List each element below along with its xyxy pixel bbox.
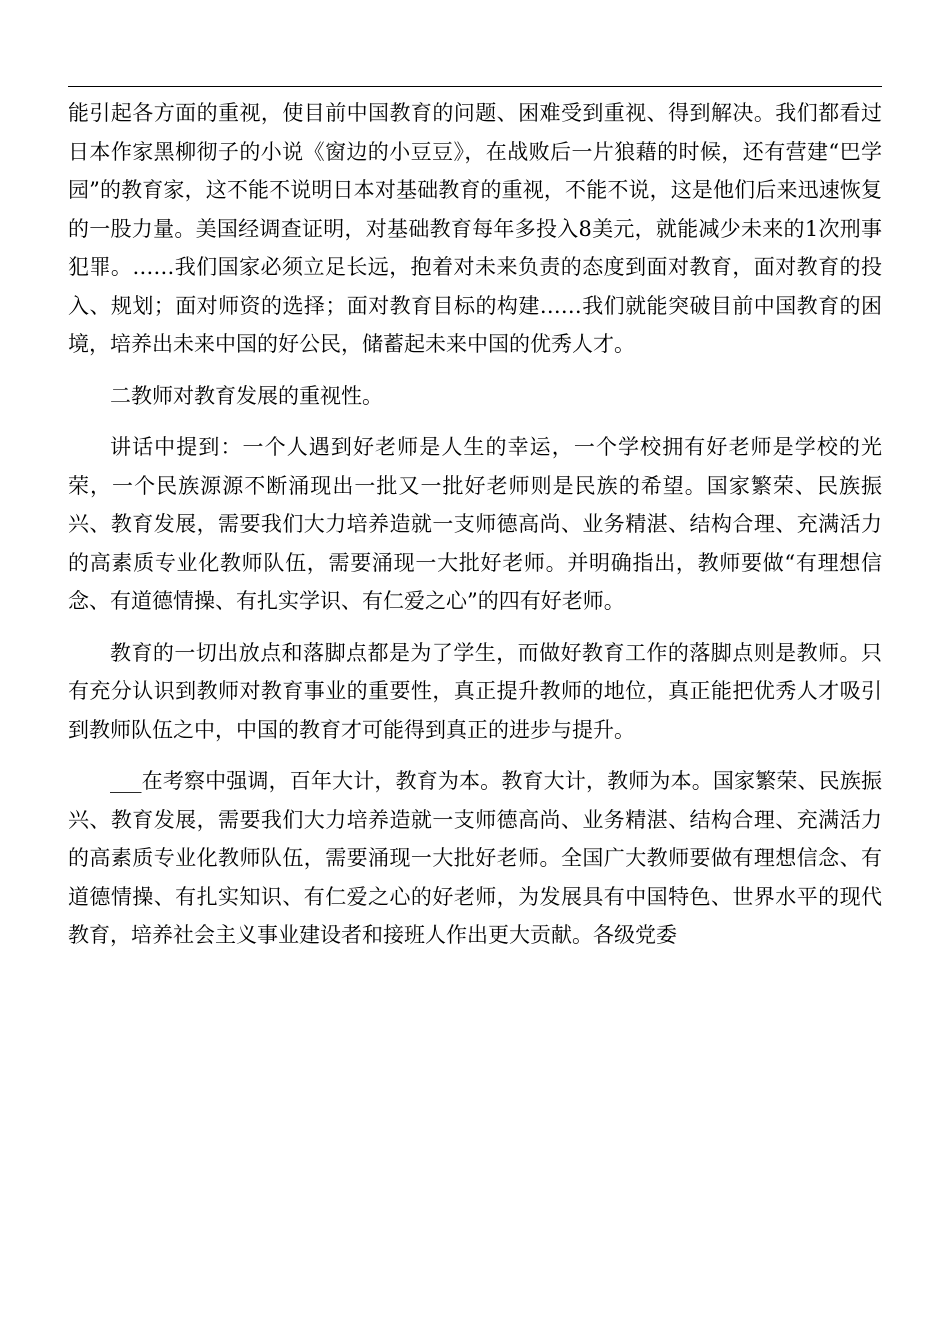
document-body <box>68 94 882 955</box>
paragraph-3: 讲话中提到：一个人遇到好老师是人生的幸运，一个学校拥有好老师是学校的光荣，一个民族源源不断涌现出一批又一批好老师则是民族的希望。国家繁荣、民族振兴、教育发展，需要我们大力培养造就一支师德高尚、业务精湛、结构合理、充满活力的高素质专业化教师队伍，需要涌现一大批好老师。并明确指出，教师要做“有理想信念、有道德情操、有扎实学识、有仁爱之心”的四有好老师。 <box>68 435 882 613</box>
paragraph-1: 能引起各方面的重视，使目前中国教育的问题、困难受到重视、得到解决。我们都看过日本作家黑柳彻子的小说《窗边的小豆豆》，在战败后一片狼藉的时候，还有营建“巴学园”的教育家，这不能不说明日本对基础教育的重视，不能不说，这是他们后来迅速恢复的一股力量。美国经调查证明，对基础教育每年多投入8美元，就能减少未来的1次刑事犯罪。……我们国家必须立足长远，抱着对未来负责的态度到面对教育，面对教育的投入、规划；面对师资的选择；面对教育目标的构建……我们就能突破目前中国教育的困境，培养出未来中国的好公民，储蓄起未来中国的优秀人才。 <box>68 101 882 356</box>
header-rule <box>68 86 882 87</box>
paragraph-4: 教育的一切出放点和落脚点都是为了学生，而做好教育工作的落脚点则是教师。只有充分认识到教师对教育事业的重要性，真正提升教师的地位，真正能把优秀人才吸引到教师队伍之中，中国的教育才可能得到真正的进步与提升。 <box>68 640 882 742</box>
section-heading: 二教师对教育发展的重视性。 <box>110 383 383 408</box>
paragraph-5: ___在考察中强调，百年大计，教育为本。教育大计，教师为本。国家繁荣、民族振兴、教育发展，需要我们大力培养造就一支师德高尚、业务精湛、结构合理、充满活力的高素质专业化教师队伍，需要涌现一大批好老师。全国广大教师要做有理想信念、有道德情操、有扎实知识、有仁爱之心的好老师，为发展具有中国特色、世界水平的现代教育，培养社会主义事业建设者和接班人作出更大贡献。各级党委 <box>68 769 882 947</box>
